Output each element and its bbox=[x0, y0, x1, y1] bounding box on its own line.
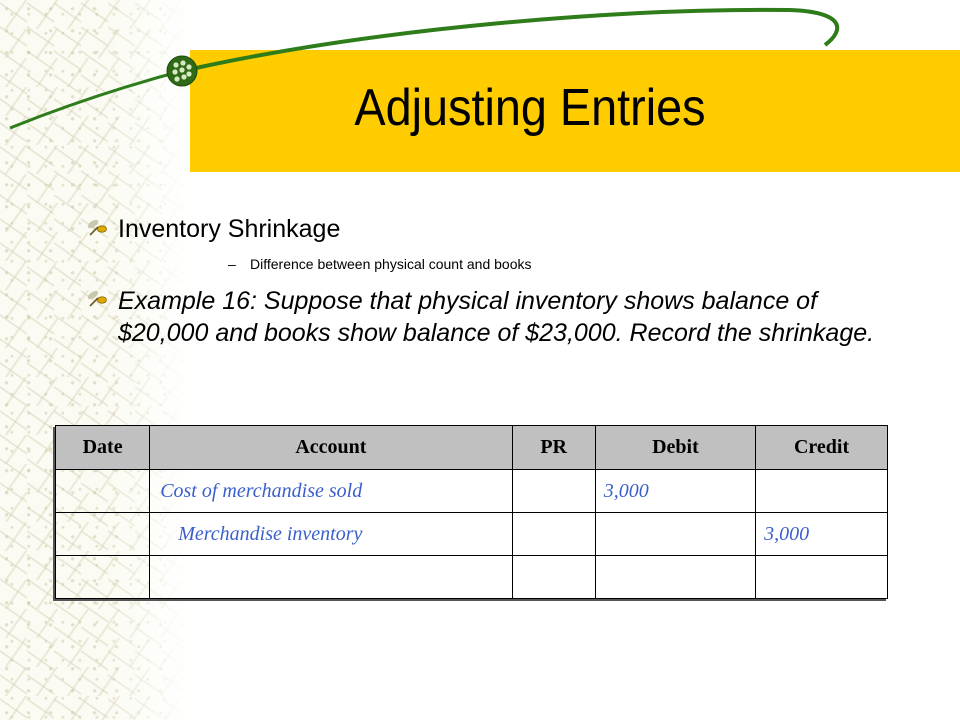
bullet-example-16: Example 16: Suppose that physical inventory shows balance of $20,000 and books show balance of $23,000. Record the shrinkage. bbox=[118, 287, 875, 347]
cell-debit: 3,000 bbox=[595, 470, 755, 513]
sub-bullet-dash: – bbox=[228, 256, 236, 272]
green-disc-ornament-icon bbox=[166, 55, 198, 87]
cell-date bbox=[56, 470, 150, 513]
cell-debit bbox=[595, 556, 755, 599]
cell-credit: 3,000 bbox=[756, 513, 888, 556]
cell-credit bbox=[756, 556, 888, 599]
bee-bullet-icon bbox=[86, 289, 108, 309]
cell-date bbox=[56, 556, 150, 599]
journal-entry-table bbox=[55, 425, 888, 599]
cell-pr bbox=[512, 556, 595, 599]
table-header-row bbox=[56, 426, 888, 470]
header-date: Date bbox=[56, 426, 150, 470]
header-credit: Credit bbox=[756, 426, 888, 470]
header-pr: PR bbox=[512, 426, 595, 470]
table-row bbox=[56, 470, 888, 513]
cell-pr bbox=[512, 470, 595, 513]
bullet-inventory-shrinkage: Inventory Shrinkage bbox=[118, 215, 341, 243]
header-account: Account bbox=[150, 426, 512, 470]
slide-title: Adjusting Entries bbox=[354, 79, 706, 137]
cell-pr bbox=[512, 513, 595, 556]
cell-credit bbox=[756, 470, 888, 513]
sub-bullet-difference: Difference between physical count and books bbox=[250, 256, 532, 272]
cell-account: Cost of merchandise sold bbox=[150, 470, 512, 513]
cell-debit bbox=[595, 513, 755, 556]
bee-bullet-icon bbox=[86, 218, 108, 238]
table-row bbox=[56, 513, 888, 556]
cell-date bbox=[56, 513, 150, 556]
table-row bbox=[56, 556, 888, 599]
cell-account: Merchandise inventory bbox=[150, 513, 512, 556]
header-debit: Debit bbox=[595, 426, 755, 470]
cell-account bbox=[150, 556, 512, 599]
